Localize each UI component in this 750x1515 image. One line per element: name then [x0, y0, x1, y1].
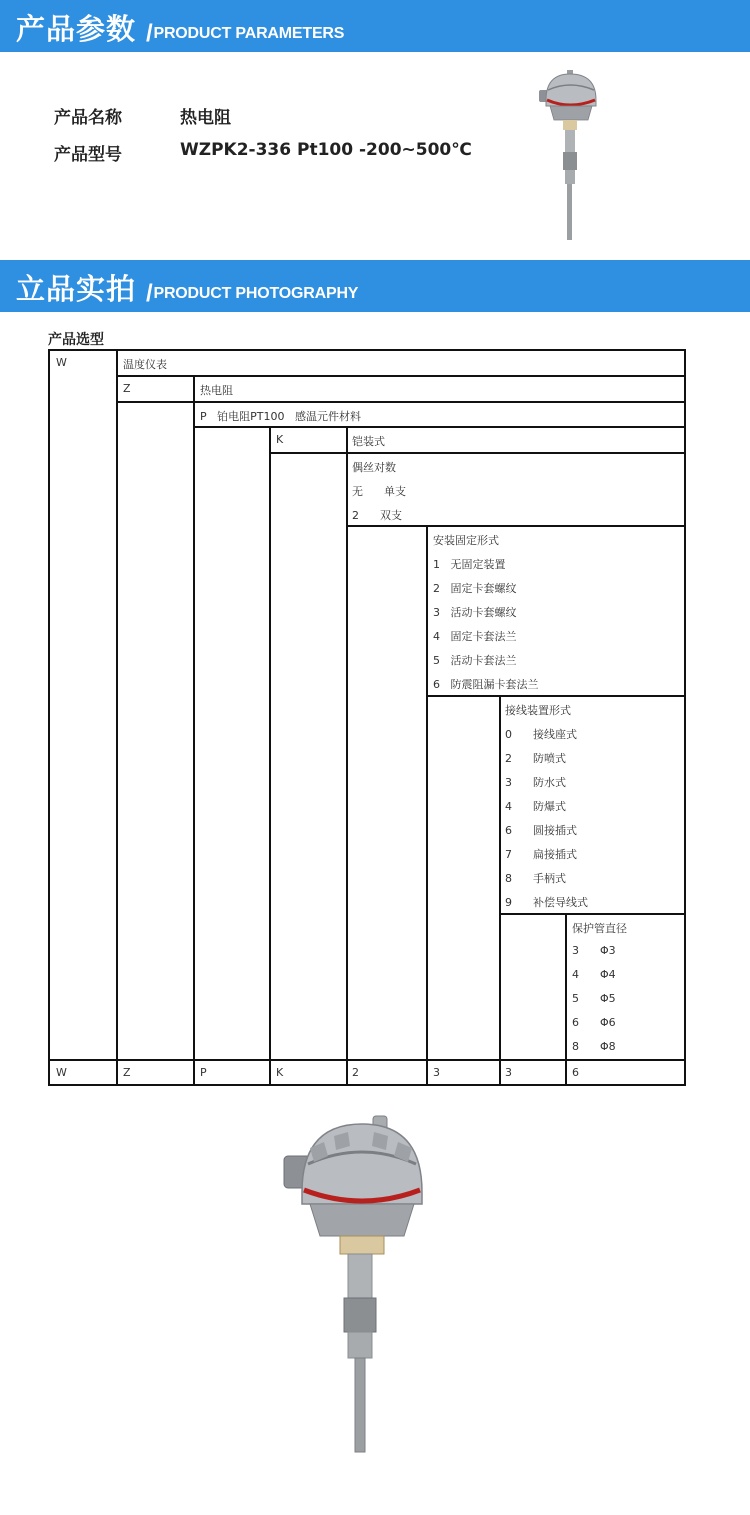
sel-mount-opt: 2 固定卡套螺纹: [433, 582, 517, 595]
sel-bottom-cell: 2: [352, 1066, 359, 1079]
sel-dia-opt: 5 Φ5: [572, 992, 616, 1005]
sel-bottom-cell: 3: [505, 1066, 512, 1079]
sel-wire-opt: 2 双支: [352, 509, 402, 522]
sel-conn-opt: 2 防喷式: [505, 752, 566, 765]
sel-bottom-cell: 3: [433, 1066, 440, 1079]
sel-wire-opt: 无 单支: [352, 485, 406, 498]
sel-conn-opt: 0 接线座式: [505, 728, 577, 741]
sel-bottom-cell: Z: [123, 1066, 131, 1079]
product-photo-large: [278, 1112, 448, 1457]
sel-conn-opt: 3 防水式: [505, 776, 566, 789]
sel-w-code: W: [56, 356, 67, 369]
product-name-label: 产品名称: [54, 108, 122, 128]
sel-bottom-cell: P: [200, 1066, 207, 1079]
sel-mount-title: 安装固定形式: [433, 534, 499, 547]
sel-bottom-cell: 6: [572, 1066, 579, 1079]
section-banner-parameters: [0, 0, 750, 52]
sel-mount-opt: 4 固定卡套法兰: [433, 630, 517, 643]
selection-title: 产品选型: [48, 332, 104, 348]
sel-conn-opt: 9 补偿导线式: [505, 896, 588, 909]
sel-k-desc: 铠装式: [352, 435, 385, 448]
sel-dia-opt: 4 Φ4: [572, 968, 616, 981]
sel-dia-opt: 3 Φ3: [572, 944, 616, 957]
sel-conn-opt: 8 手柄式: [505, 872, 566, 885]
sel-dia-opt: 6 Φ6: [572, 1016, 616, 1029]
sel-p-row: P 铂电阻PT100 感温元件材料: [200, 410, 361, 423]
sel-mount-opt: 6 防震阻漏卡套法兰: [433, 678, 539, 691]
sel-dia-opt: 8 Φ8: [572, 1040, 616, 1053]
product-model-label: 产品型号: [54, 145, 122, 165]
product-name-value: 热电阻: [180, 108, 231, 128]
sel-w-desc: 温度仪表: [123, 358, 167, 371]
sel-k-code: K: [276, 433, 284, 446]
banner-title-zh: 产品参数: [16, 12, 137, 46]
banner-title-zh: 立品实拍: [16, 272, 137, 306]
sel-conn-opt: 7 扁接插式: [505, 848, 577, 861]
sel-conn-opt: 6 圆接插式: [505, 824, 577, 837]
sel-z-code: Z: [123, 382, 131, 395]
sel-conn-title: 接线装置形式: [505, 704, 571, 717]
sel-bottom-cell: W: [56, 1066, 67, 1079]
product-photo-small: [534, 66, 604, 244]
banner-title-en: /PRODUCT PARAMETERS: [146, 20, 345, 47]
section-banner-photography: [0, 260, 750, 312]
sel-dia-title: 保护管直径: [572, 922, 627, 935]
sel-mount-opt: 1 无固定装置: [433, 558, 506, 571]
banner-title-en: /PRODUCT PHOTOGRAPHY: [146, 280, 359, 307]
banner-title-en-text: PRODUCT PARAMETERS: [153, 25, 345, 42]
sel-mount-opt: 3 活动卡套螺纹: [433, 606, 517, 619]
sel-conn-opt: 4 防爆式: [505, 800, 566, 813]
product-model-value: WZPK2-336 Pt100 -200~500℃: [180, 140, 472, 160]
sel-mount-opt: 5 活动卡套法兰: [433, 654, 517, 667]
sel-z-desc: 热电阻: [200, 384, 233, 397]
banner-title-en-text: PRODUCT PHOTOGRAPHY: [153, 285, 359, 302]
sel-wire-title: 偶丝对数: [352, 461, 396, 474]
sel-bottom-cell: K: [276, 1066, 284, 1079]
